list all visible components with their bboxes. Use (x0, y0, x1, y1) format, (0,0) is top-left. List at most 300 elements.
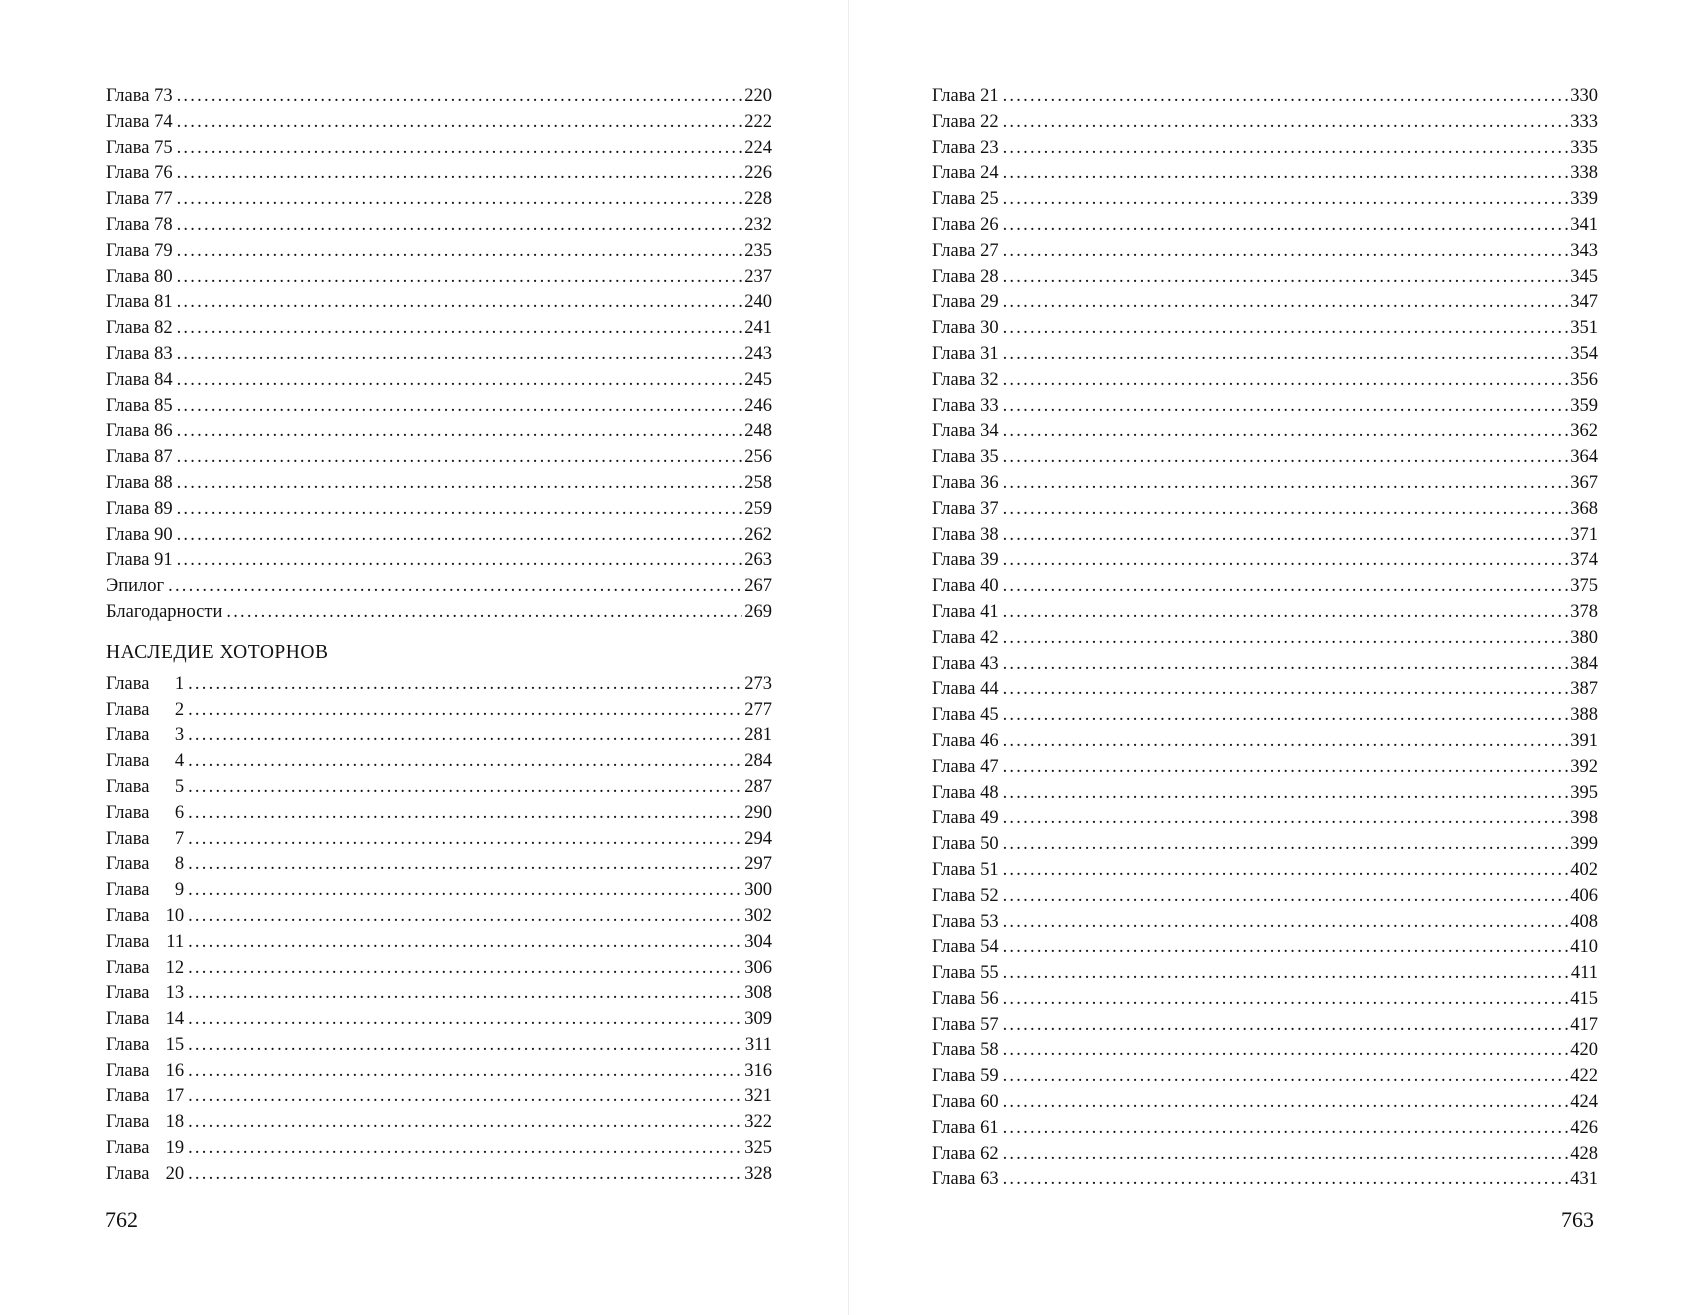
toc-entry-title: Глава (932, 730, 976, 751)
toc-entry (106, 290, 772, 316)
dot-leader (1003, 110, 1569, 136)
toc-entry (932, 394, 1598, 420)
toc-entry (932, 910, 1598, 936)
toc-entry-number: 59 (980, 1066, 999, 1087)
toc-entry-title: Глава (106, 550, 150, 571)
toc-entry-title: Глава (932, 988, 976, 1009)
toc-entry-number: 1 (174, 673, 185, 694)
toc-entry-label (106, 1059, 184, 1085)
toc-entry-title: Глава (106, 447, 150, 468)
toc-entry-title: Эпилог (106, 576, 165, 597)
toc-entry-page: 273 (744, 673, 772, 694)
toc-entry-label (932, 858, 999, 884)
toc-entry (106, 956, 772, 982)
toc-entry-label (932, 445, 999, 471)
toc-entry-label (932, 523, 999, 549)
toc-entry-title: Глава (932, 498, 976, 519)
dot-leader (177, 187, 743, 213)
dot-leader (188, 1110, 742, 1136)
toc-entry-label (106, 852, 184, 878)
toc-entry-number: 86 (154, 421, 173, 442)
toc-entry-label (932, 574, 999, 600)
dot-leader (1003, 1116, 1569, 1142)
toc-entry-label (106, 187, 173, 213)
toc-entry-label (106, 1033, 184, 1059)
toc-entry-page: 311 (744, 1034, 772, 1055)
toc-entry-label (932, 755, 999, 781)
dot-leader (188, 827, 742, 853)
toc-entry (106, 801, 772, 827)
dot-leader (1003, 523, 1569, 549)
toc-entry (106, 368, 772, 394)
toc-entry (106, 981, 772, 1007)
dot-leader (1003, 239, 1569, 265)
dot-leader (177, 161, 743, 187)
toc-entry-page: 226 (744, 163, 772, 184)
toc-entry-title: Глава (932, 214, 976, 235)
toc-entry-title: Глава (106, 699, 150, 720)
toc-entry-title: Глава (932, 1169, 976, 1190)
toc-entry-page: 297 (744, 854, 772, 875)
toc-entry-title: Глава (932, 679, 976, 700)
dot-leader (177, 342, 743, 368)
toc-entry-number: 51 (980, 859, 999, 880)
toc-entry-label (932, 548, 999, 574)
dot-leader (1003, 445, 1569, 471)
toc-entry-page: 321 (744, 1086, 772, 1107)
toc-entry-page: 402 (1570, 859, 1598, 880)
dot-leader (1003, 316, 1569, 342)
dot-leader (177, 290, 743, 316)
dot-leader (177, 265, 743, 291)
dot-leader (177, 523, 743, 549)
toc-entry-label (932, 342, 999, 368)
toc-entry-label (106, 239, 173, 265)
toc-entry-label (932, 161, 999, 187)
toc-entry-title: Глава (932, 318, 976, 339)
toc-entry-number: 8 (174, 854, 185, 875)
toc-entry-label (106, 749, 184, 775)
toc-entry-number: 29 (980, 292, 999, 313)
toc-entry-page: 309 (744, 1009, 772, 1030)
toc-entry-number: 17 (165, 1086, 185, 1107)
toc-entry-label (932, 368, 999, 394)
toc-entry-number: 31 (980, 343, 999, 364)
dot-leader (177, 419, 743, 445)
toc-entry-label (106, 775, 184, 801)
toc-entry (932, 935, 1598, 961)
toc-entry (106, 471, 772, 497)
toc-entry-number: 10 (165, 905, 185, 926)
toc-entry-page: 269 (744, 601, 772, 622)
toc-entry-label (106, 316, 173, 342)
toc-entry (932, 652, 1598, 678)
toc-entry-title: Глава (106, 524, 150, 545)
dot-leader (1003, 136, 1569, 162)
toc-entry-label (932, 806, 999, 832)
toc-entry (932, 368, 1598, 394)
toc-entry-label (106, 497, 173, 523)
toc-entry (106, 136, 772, 162)
toc-entry (106, 239, 772, 265)
dot-leader (1003, 548, 1569, 574)
dot-leader (188, 723, 742, 749)
toc-entry (106, 827, 772, 853)
toc-entry (932, 239, 1598, 265)
toc-entry-number: 52 (980, 885, 999, 906)
toc-entry-number: 23 (980, 137, 999, 158)
toc-entry-number: 16 (165, 1060, 185, 1081)
toc-entry-number: 77 (154, 189, 173, 210)
toc-entry-title: Глава (106, 957, 150, 978)
toc-entry-page: 338 (1570, 163, 1598, 184)
dot-leader (188, 1162, 742, 1188)
toc-entry-page: 267 (744, 576, 772, 597)
toc-entry-number: 43 (980, 653, 999, 674)
toc-entry-label (106, 84, 173, 110)
dot-leader (188, 878, 742, 904)
toc-entry-number: 7 (174, 828, 185, 849)
toc-entry (932, 187, 1598, 213)
dot-leader (188, 1059, 742, 1085)
toc-entry-page: 368 (1570, 498, 1598, 519)
dot-leader (1003, 84, 1569, 110)
dot-leader (1003, 961, 1569, 987)
toc-entry-page: 330 (1570, 86, 1598, 106)
dot-leader (1003, 213, 1569, 239)
toc-entry (932, 626, 1598, 652)
toc-entry-title: Глава (106, 828, 150, 849)
toc-entry-title: Глава (932, 963, 976, 984)
toc-entry-page: 411 (1570, 963, 1598, 984)
toc-entry-page: 422 (1570, 1066, 1598, 1087)
toc-entry-page: 243 (744, 343, 772, 364)
dot-leader (188, 672, 742, 698)
toc-entry (106, 84, 772, 110)
toc-entry (932, 497, 1598, 523)
toc-entry (932, 213, 1598, 239)
toc-entry-title: Глава (932, 601, 976, 622)
toc-entry-title: Глава (932, 111, 976, 132)
dot-leader (177, 239, 743, 265)
dot-leader (188, 852, 742, 878)
toc-entry-number: 90 (154, 524, 173, 545)
toc-entry (932, 523, 1598, 549)
toc-entry-number: 73 (154, 86, 173, 106)
toc-entry-label (106, 110, 173, 136)
toc-entry-label (932, 1142, 999, 1168)
toc-entry-number: 32 (980, 369, 999, 390)
toc-entry-page: 287 (744, 776, 772, 797)
dot-leader (1003, 187, 1569, 213)
toc-entry (932, 445, 1598, 471)
toc-entry-number: 34 (980, 421, 999, 442)
toc-entry-number: 85 (154, 395, 173, 416)
toc-entry-page: 371 (1570, 524, 1598, 545)
toc-entry-title: Глава (932, 576, 976, 597)
dot-leader (1003, 290, 1569, 316)
toc-entry-number: 89 (154, 498, 173, 519)
toc-entry (932, 987, 1598, 1013)
toc-entry-number: 38 (980, 524, 999, 545)
toc-entry-label (106, 1007, 184, 1033)
toc-entry-label (106, 827, 184, 853)
toc-entry-label (106, 471, 173, 497)
dot-leader (177, 84, 743, 110)
toc-entry-page: 335 (1570, 137, 1598, 158)
toc-entry (932, 419, 1598, 445)
toc-entry-label (932, 187, 999, 213)
toc-entry-page: 392 (1570, 756, 1598, 777)
toc-list-section-continued (932, 84, 1598, 1193)
toc-entry-title: Глава (932, 369, 976, 390)
toc-entry-label (932, 677, 999, 703)
toc-entry-page: 359 (1570, 395, 1598, 416)
toc-entry-label (932, 110, 999, 136)
toc-entry-page: 240 (744, 292, 772, 313)
toc-entry-title: Глава (932, 1143, 976, 1164)
toc-entry-title: Глава (106, 189, 150, 210)
toc-entry-page: 304 (744, 931, 772, 952)
dot-leader (177, 213, 743, 239)
toc-entry-label (106, 801, 184, 827)
toc-entry-number: 3 (174, 725, 185, 746)
toc-entry (106, 316, 772, 342)
toc-entry (106, 548, 772, 574)
toc-entry-number: 20 (165, 1163, 185, 1184)
toc-entry (106, 574, 772, 600)
toc-entry-label (932, 1090, 999, 1116)
toc-entry-label (932, 884, 999, 910)
toc-entry-number: 15 (165, 1034, 185, 1055)
toc-entry-page: 364 (1570, 447, 1598, 468)
toc-entry-title: Глава (106, 905, 150, 926)
toc-entry-number: 78 (154, 214, 173, 235)
toc-entry-title: Глава (932, 859, 976, 880)
left-page (0, 0, 848, 1315)
toc-entry-page: 378 (1570, 601, 1598, 622)
toc-entry-title: Глава (932, 911, 976, 932)
toc-entry-title: Глава (106, 1034, 150, 1055)
toc-entry-page: 258 (744, 472, 772, 493)
toc-entry-title: Глава (106, 163, 150, 184)
toc-entry-title: Глава (932, 292, 976, 313)
toc-entry (932, 574, 1598, 600)
toc-entry-title: Глава (106, 86, 150, 106)
dot-leader (188, 749, 742, 775)
toc-entry (106, 1084, 772, 1110)
toc-entry-page: 316 (744, 1060, 772, 1081)
toc-entry-page: 339 (1570, 189, 1598, 210)
toc-entry-title: Глава (106, 498, 150, 519)
toc-entry-page: 424 (1570, 1092, 1598, 1113)
dot-leader (1003, 265, 1569, 291)
toc-entry-title: Глава (932, 189, 976, 210)
dot-leader (177, 394, 743, 420)
dot-leader (1003, 781, 1569, 807)
dot-leader (1003, 652, 1569, 678)
toc-entry-title: Глава (106, 1060, 150, 1081)
toc-entry-label (932, 265, 999, 291)
toc-entry-label (932, 471, 999, 497)
toc-entry (932, 884, 1598, 910)
toc-entry-page: 384 (1570, 653, 1598, 674)
toc-entry-number: 18 (165, 1112, 185, 1133)
toc-entry-title: Глава (932, 137, 976, 158)
toc-entry-page: 391 (1570, 730, 1598, 751)
toc-entry-label (106, 213, 173, 239)
toc-entry-number: 27 (980, 240, 999, 261)
toc-entry-title: Глава (932, 240, 976, 261)
toc-entry-number: 22 (980, 111, 999, 132)
toc-entry-title: Глава (106, 1163, 150, 1184)
toc-entry-page: 235 (744, 240, 772, 261)
dot-leader (188, 801, 742, 827)
dot-leader (177, 368, 743, 394)
toc-entry-number: 88 (154, 472, 173, 493)
toc-entry-number: 46 (980, 730, 999, 751)
toc-entry-page: 256 (744, 447, 772, 468)
toc-entry-title: Глава (932, 343, 976, 364)
toc-entry (106, 161, 772, 187)
toc-entry-page: 228 (744, 189, 772, 210)
toc-entry-label (932, 832, 999, 858)
toc-entry (932, 1038, 1598, 1064)
toc-entry-number: 12 (165, 957, 185, 978)
toc-entry-label (932, 419, 999, 445)
dot-leader (1003, 987, 1569, 1013)
toc-entry-title: Глава (932, 653, 976, 674)
toc-entry-number: 6 (174, 802, 185, 823)
toc-entry-number: 30 (980, 318, 999, 339)
toc-entry (932, 290, 1598, 316)
toc-entry-title: Глава (932, 705, 976, 726)
toc-entry-label (932, 781, 999, 807)
toc-entry-label (106, 600, 222, 626)
toc-entry-page: 294 (744, 828, 772, 849)
toc-entry-number: 53 (980, 911, 999, 932)
dot-leader (1003, 858, 1569, 884)
toc-entry (106, 1162, 772, 1188)
toc-entry-number: 80 (154, 266, 173, 287)
toc-entry (106, 110, 772, 136)
toc-entry (932, 806, 1598, 832)
toc-entry (932, 471, 1598, 497)
toc-entry-number: 58 (980, 1040, 999, 1061)
toc-entry (106, 749, 772, 775)
dot-leader (188, 1007, 742, 1033)
toc-entry-label (106, 904, 184, 930)
toc-entry-title: Глава (106, 318, 150, 339)
toc-entry (932, 858, 1598, 884)
dot-leader (1003, 368, 1569, 394)
toc-entry-page: 420 (1570, 1040, 1598, 1061)
toc-entry (932, 316, 1598, 342)
toc-entry-title: Глава (106, 802, 150, 823)
toc-entry-title: Глава (106, 983, 150, 1004)
dot-leader (1003, 394, 1569, 420)
toc-entry (106, 342, 772, 368)
toc-entry-title: Глава (932, 782, 976, 803)
toc-entry-title: Глава (932, 627, 976, 648)
toc-entry-title: Глава (106, 395, 150, 416)
toc-entry-page: 308 (744, 983, 772, 1004)
toc-entry-number: 75 (154, 137, 173, 158)
toc-entry-title: Глава (106, 673, 150, 694)
toc-entry-number: 91 (154, 550, 173, 571)
toc-entry-title: Глава (106, 111, 150, 132)
toc-entry (932, 961, 1598, 987)
toc-entry (932, 677, 1598, 703)
toc-entry-title: Глава (106, 1009, 150, 1030)
toc-entry-label (932, 703, 999, 729)
toc-entry-title: Глава (106, 292, 150, 313)
toc-entry (932, 832, 1598, 858)
toc-entry-number: 47 (980, 756, 999, 777)
toc-entry-number: 41 (980, 601, 999, 622)
toc-entry-label (932, 213, 999, 239)
toc-entry-page: 374 (1570, 550, 1598, 571)
toc-entry-title: Благодарности (106, 601, 223, 622)
toc-entry (106, 187, 772, 213)
toc-entry-number: 55 (980, 963, 999, 984)
dot-leader (1003, 884, 1569, 910)
toc-entry-page: 354 (1570, 343, 1598, 364)
dot-leader (177, 497, 743, 523)
toc-entry-title: Глава (932, 1040, 976, 1061)
toc-entry-page: 375 (1570, 576, 1598, 597)
toc-entry-label (932, 1167, 999, 1193)
toc-entry-title: Глава (106, 1086, 150, 1107)
toc-entry-title: Глава (106, 343, 150, 364)
toc-entry (932, 600, 1598, 626)
toc-entry-label (932, 652, 999, 678)
toc-entry-title: Глава (932, 1014, 976, 1035)
toc-entry-number: 2 (174, 699, 185, 720)
toc-entry-number: 36 (980, 472, 999, 493)
toc-entry-page: 241 (744, 318, 772, 339)
toc-entry-page: 356 (1570, 369, 1598, 390)
toc-entry-label (932, 910, 999, 936)
toc-entry (106, 265, 772, 291)
right-page (849, 0, 1697, 1315)
toc-entry (932, 1116, 1598, 1142)
toc-entry-number: 61 (980, 1117, 999, 1138)
toc-entry-page: 341 (1570, 214, 1598, 235)
toc-entry (932, 755, 1598, 781)
dot-leader (177, 548, 743, 574)
toc-entry-number: 5 (174, 776, 185, 797)
toc-entry (106, 775, 772, 801)
toc-entry-number: 82 (154, 318, 173, 339)
toc-entry-label (932, 84, 999, 110)
dot-leader (168, 574, 742, 600)
toc-entry-label (106, 930, 184, 956)
toc-entry-label (106, 342, 173, 368)
toc-entry-number: 45 (980, 705, 999, 726)
toc-entry-label (106, 394, 173, 420)
toc-entry-label (106, 419, 173, 445)
dot-leader (1003, 1167, 1569, 1193)
toc-entry (932, 1064, 1598, 1090)
dot-leader (1003, 600, 1569, 626)
toc-entry (932, 1090, 1598, 1116)
toc-entry-page: 277 (744, 699, 772, 720)
dot-leader (177, 471, 743, 497)
toc-entry-number: 42 (980, 627, 999, 648)
dot-leader (1003, 1064, 1569, 1090)
toc-entry-page: 302 (744, 905, 772, 926)
